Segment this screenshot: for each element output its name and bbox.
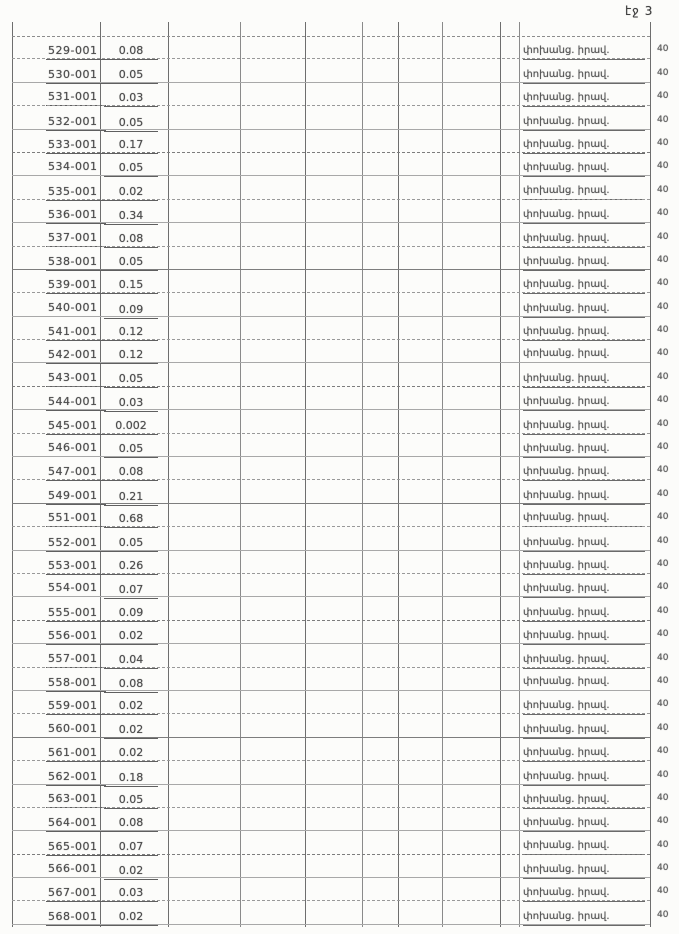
area-value: 0.03	[104, 885, 158, 902]
area-value: 0.05	[104, 441, 158, 458]
row-code: 40	[657, 348, 669, 359]
right-type-label: փոխանց. իրավ.	[523, 301, 645, 318]
area-value: 0.26	[104, 558, 158, 575]
area-value: 0.05	[104, 535, 158, 552]
row-code: 40	[657, 231, 669, 242]
row-code: 40	[657, 371, 669, 382]
row-code: 40	[657, 839, 669, 850]
parcel-id: 537-001	[46, 230, 106, 247]
right-type-label: փոխանց. իրավ.	[523, 558, 645, 575]
right-type-label: փոխանց. իրավ.	[523, 862, 645, 879]
parcel-id: 539-001	[46, 277, 106, 294]
table-row	[0, 317, 679, 340]
table-row	[0, 644, 679, 667]
row-code: 40	[657, 699, 669, 710]
parcel-id: 559-001	[46, 698, 106, 715]
area-value: 0.18	[104, 770, 158, 787]
table-row	[0, 293, 679, 316]
parcel-id: 533-001	[46, 137, 106, 154]
area-value: 0.02	[104, 628, 158, 645]
table-rows	[0, 36, 679, 925]
area-value: 0.02	[104, 722, 158, 739]
right-type-label: փոխանց. իրավ.	[523, 885, 645, 902]
parcel-id: 558-001	[46, 675, 106, 692]
row-code: 40	[657, 792, 669, 803]
table-row	[0, 668, 679, 691]
right-type-label: փոխանց. իրավ.	[523, 769, 645, 786]
area-value: 0.08	[104, 676, 158, 693]
right-type-label: փոխանց. իրավ.	[523, 418, 645, 435]
table-row	[0, 223, 679, 246]
parcel-id: 546-001	[46, 440, 106, 457]
right-type-label: փոխանց. իրավ.	[523, 464, 645, 481]
table-row	[0, 855, 679, 878]
row-code: 40	[657, 278, 669, 289]
table-row	[0, 808, 679, 831]
row-code: 40	[657, 746, 669, 757]
right-type-label: փոխանց. իրավ.	[523, 371, 645, 388]
right-type-label: փոխանց. իրավ.	[523, 346, 645, 363]
right-type-label: փոխանց. իրավ.	[523, 394, 645, 411]
parcel-id: 542-001	[46, 347, 106, 364]
table-row	[0, 59, 679, 82]
table-row	[0, 597, 679, 620]
table-row	[0, 176, 679, 199]
right-type-label: փոխանց. իրավ.	[523, 909, 645, 926]
right-type-label: փոխանց. իրավ.	[523, 605, 645, 622]
right-type-label: փոխանց. իրավ.	[523, 581, 645, 598]
table-row	[0, 363, 679, 386]
parcel-id: 554-001	[46, 580, 106, 597]
row-code: 40	[657, 675, 669, 686]
table-row	[0, 130, 679, 153]
right-type-label: փոխանց. իրավ.	[523, 745, 645, 762]
row-code: 40	[657, 161, 669, 172]
parcel-id: 547-001	[46, 464, 106, 481]
parcel-id: 560-001	[46, 721, 106, 738]
table-row	[0, 785, 679, 808]
table-row	[0, 574, 679, 597]
parcel-id: 529-001	[46, 43, 106, 60]
row-code: 40	[657, 582, 669, 593]
table-row	[0, 504, 679, 527]
row-code: 40	[657, 325, 669, 336]
parcel-id: 541-001	[46, 324, 106, 341]
right-type-label: փոխանց. իրավ.	[523, 652, 645, 669]
row-code: 40	[657, 512, 669, 523]
area-value: 0.08	[104, 43, 158, 60]
parcel-id: 555-001	[46, 605, 106, 622]
area-value: 0.05	[104, 67, 158, 84]
area-value: 0.08	[104, 815, 158, 832]
area-value: 0.002	[104, 418, 158, 435]
table-row	[0, 387, 679, 410]
parcel-id: 552-001	[46, 535, 106, 552]
parcel-id: 557-001	[46, 651, 106, 668]
row-code: 40	[657, 886, 669, 897]
table-row	[0, 901, 679, 924]
row-code: 40	[657, 208, 669, 219]
area-value: 0.02	[104, 698, 158, 715]
parcel-id: 530-001	[46, 67, 106, 84]
row-code: 40	[657, 114, 669, 125]
right-type-label: փոխանց. իրավ.	[523, 674, 645, 691]
right-type-label: փոխանց. իրավ.	[523, 722, 645, 739]
table-row	[0, 714, 679, 737]
table-row	[0, 340, 679, 363]
area-value: 0.02	[104, 909, 158, 926]
right-type-label: փոխանց. իրավ.	[523, 67, 645, 84]
parcel-id: 536-001	[46, 207, 106, 224]
right-type-label: փոխանց. իրավ.	[523, 254, 645, 271]
page-number: էջ 3	[625, 4, 654, 18]
parcel-id: 566-001	[46, 861, 106, 878]
parcel-id: 538-001	[46, 254, 106, 271]
table-row	[0, 434, 679, 457]
parcel-id: 564-001	[46, 815, 106, 832]
parcel-id: 561-001	[46, 745, 106, 762]
right-type-label: փոխանց. իրավ.	[523, 488, 645, 505]
parcel-id: 544-001	[46, 394, 106, 411]
row-code: 40	[657, 465, 669, 476]
parcel-id: 563-001	[46, 791, 106, 808]
row-code: 40	[657, 605, 669, 616]
area-value: 0.02	[104, 863, 158, 880]
parcel-id: 556-001	[46, 628, 106, 645]
right-type-label: փոխանց. իրավ.	[523, 324, 645, 341]
row-code: 40	[657, 184, 669, 195]
area-value: 0.68	[104, 511, 158, 528]
area-value: 0.21	[104, 489, 158, 506]
right-type-label: փոխանց. իրավ.	[523, 441, 645, 458]
parcel-id: 545-001	[46, 418, 106, 435]
row-code: 40	[657, 558, 669, 569]
table-row	[0, 480, 679, 503]
parcel-id: 535-001	[46, 184, 106, 201]
parcel-id: 534-001	[46, 159, 106, 176]
row-code: 40	[657, 254, 669, 265]
row-code: 40	[657, 67, 669, 78]
row-code: 40	[657, 395, 669, 406]
table-row	[0, 410, 679, 433]
right-type-label: փոխանց. իրավ.	[523, 698, 645, 715]
row-code: 40	[657, 301, 669, 312]
table-row	[0, 831, 679, 854]
area-value: 0.02	[104, 184, 158, 201]
area-value: 0.09	[104, 302, 158, 319]
table-row	[0, 200, 679, 223]
right-type-label: փոխանց. իրավ.	[523, 114, 645, 131]
row-code: 40	[657, 816, 669, 827]
area-value: 0.17	[104, 137, 158, 154]
area-value: 0.02	[104, 745, 158, 762]
table-row	[0, 621, 679, 644]
table-row	[0, 153, 679, 176]
area-value: 0.08	[104, 231, 158, 248]
right-type-label: փոխանց. իրավ.	[523, 137, 645, 154]
parcel-id: 567-001	[46, 885, 106, 902]
table-row	[0, 106, 679, 129]
parcel-id: 540-001	[46, 300, 106, 317]
table-row	[0, 738, 679, 761]
parcel-id: 532-001	[46, 114, 106, 131]
area-value: 0.12	[104, 324, 158, 341]
table-row	[0, 761, 679, 784]
table-row	[0, 247, 679, 270]
area-value: 0.03	[104, 90, 158, 107]
row-code: 40	[657, 652, 669, 663]
row-code: 40	[657, 722, 669, 733]
area-value: 0.05	[104, 160, 158, 177]
right-type-label: փոխանց. իրավ.	[523, 628, 645, 645]
row-code: 40	[657, 418, 669, 429]
parcel-id: 531-001	[46, 89, 106, 106]
right-type-label: փոխանց. իրավ.	[523, 160, 645, 177]
right-type-label: փոխանց. իրավ.	[523, 510, 645, 527]
right-type-label: փոխանց. իրավ.	[523, 277, 645, 294]
area-value: 0.12	[104, 347, 158, 364]
area-value: 0.05	[104, 371, 158, 388]
right-type-label: փոխանց. իրավ.	[523, 183, 645, 200]
table-row	[0, 270, 679, 293]
table-row	[0, 527, 679, 550]
right-type-label: փոխանց. իրավ.	[523, 90, 645, 107]
row-code: 40	[657, 488, 669, 499]
right-type-label: փոխանց. իրավ.	[523, 838, 645, 855]
area-value: 0.03	[104, 395, 158, 412]
right-type-label: փոխանց. իրավ.	[523, 792, 645, 809]
parcel-id: 553-001	[46, 558, 106, 575]
table-row	[0, 691, 679, 714]
area-value: 0.07	[104, 839, 158, 856]
right-type-label: փոխանց. իրավ.	[523, 207, 645, 224]
right-type-label: փոխանց. իրավ.	[523, 231, 645, 248]
area-value: 0.05	[104, 254, 158, 271]
table-row	[0, 551, 679, 574]
row-code: 40	[657, 442, 669, 453]
area-value: 0.07	[104, 582, 158, 599]
row-code: 40	[657, 863, 669, 874]
parcel-id: 568-001	[46, 909, 106, 926]
row-code: 40	[657, 91, 669, 102]
row-code: 40	[657, 769, 669, 780]
area-value: 0.05	[104, 792, 158, 809]
row-code: 40	[657, 44, 669, 55]
parcel-id: 565-001	[46, 839, 106, 856]
parcel-id: 549-001	[46, 488, 106, 505]
right-type-label: փոխանց. իրավ.	[523, 43, 645, 60]
right-type-label: փոխանց. իրավ.	[523, 535, 645, 552]
table-row	[0, 83, 679, 106]
parcel-id: 562-001	[46, 769, 106, 786]
table-row	[0, 878, 679, 901]
table-row	[0, 457, 679, 480]
parcel-id: 551-001	[46, 510, 106, 527]
right-type-label: փոխանց. իրավ.	[523, 815, 645, 832]
area-value: 0.08	[104, 464, 158, 481]
area-value: 0.04	[104, 652, 158, 669]
area-value: 0.15	[104, 277, 158, 294]
parcel-id: 543-001	[46, 370, 106, 387]
area-value: 0.34	[104, 208, 158, 225]
row-code: 40	[657, 137, 669, 148]
table-row	[0, 36, 679, 59]
row-code: 40	[657, 535, 669, 546]
area-value: 0.05	[104, 115, 158, 132]
row-code: 40	[657, 629, 669, 640]
area-value: 0.09	[104, 605, 158, 622]
row-code: 40	[657, 909, 669, 920]
